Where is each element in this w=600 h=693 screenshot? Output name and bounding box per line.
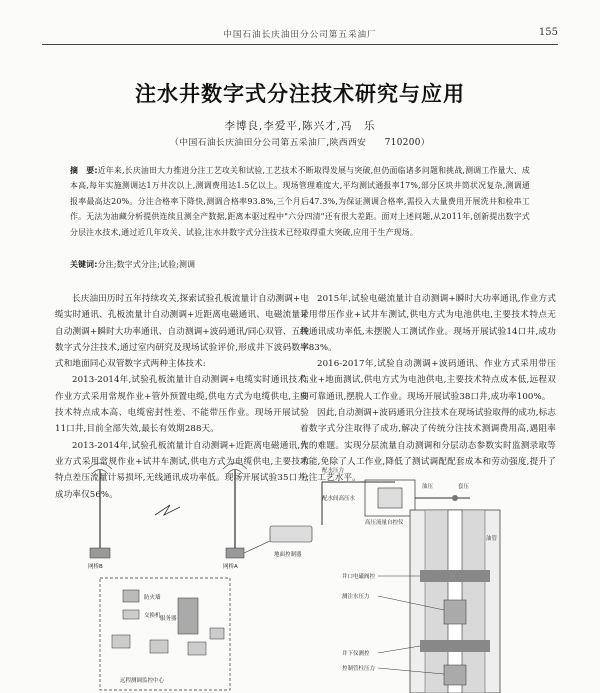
- running-head: [42, 28, 558, 42]
- pipe-label: 油管: [486, 536, 498, 542]
- system-diagram-svg: [60, 460, 560, 693]
- article-affiliation: （中国石油长庆油田分公司第五采油厂,陕西西安 710200）: [170, 138, 430, 148]
- keywords-label: 关键词:: [70, 260, 98, 269]
- downhole-cable-label: 控制管柱压力: [342, 666, 376, 672]
- workstation-icons: [112, 628, 224, 655]
- body-paragraph: 长庆油田历时五年持续攻关,探索试验孔板流量计自动测调+电缆实时通讯、孔板流量计自动测调+近距离电磁通讯、电磁流量计自动测调+瞬时大功率通讯、自动测调+波码通讯/同心双管、五种数字式分注技术,通过室内研究及现场试验评价,形成井下波码数字式和地面同心双管数字式两种主体技术:: [55, 294, 309, 370]
- wellhead-tool-label: 井口电磁阀控: [342, 574, 376, 580]
- ops-center-label: 远程测调监控中心: [120, 678, 165, 684]
- body-paragraph: 2013-2014年,试验孔板流量计自动测调+近距离电磁通讯,作业方式采用常规作业+试井车测试,供电方式为电缆供电,主要技术特点差压流量计易损坏,无线通讯成功率低。现场开展试验35口井,成功率仅56%。: [55, 440, 309, 500]
- article-title: 注水井数字式分注技术研究与应用: [135, 82, 465, 106]
- firewall-label: 防火墙: [144, 595, 161, 601]
- body-paragraph: 2015年,试验电磁流量计自动测调+瞬时大功率通讯,作业方式采用带压作业+试井车测试,供电方式为电池供电,主要技术特点无线通讯成功率低,未摆脱人工测试作业。现场开展试验14口井,成功率83%。: [300, 294, 556, 353]
- water-pressure-label: 配水压力: [322, 468, 345, 474]
- controller-link: [244, 540, 272, 553]
- firewall-icon: [123, 590, 139, 602]
- journal-name: 中国石油长庆油田分公司第五采油厂: [223, 30, 377, 40]
- seal-section-label: 测注水压力: [342, 594, 370, 600]
- network-b-antenna: [88, 463, 112, 558]
- body-paragraph: 因此,自动测调+波码通讯分注技术在现场试验取得的成功,标志着数字式分注取得了成功,解决了传统分注技术测调费用高,遇阻率大的难题。实现分层流量自动测调和分层动态参数实时监测录取等功能,免除了人工作业,降低了测试调配配套成本和劳动强度,提升了分注工艺水平。: [300, 408, 557, 484]
- network-a-label: 网桥A: [223, 564, 238, 570]
- surface-controller-box: [270, 526, 312, 542]
- switch-icon: [123, 610, 139, 619]
- article-authors: 李博良,李爱平,陈兴才,冯 乐: [224, 120, 376, 132]
- body-column-right: [300, 291, 556, 487]
- page-number: 155: [538, 27, 558, 38]
- oil-pressure-label: 油压: [422, 484, 434, 490]
- server-label: 服务器: [160, 616, 177, 622]
- abstract-label: 摘 要:: [70, 166, 98, 175]
- body-paragraph: 2016-2017年,试验自动测调+波码通讯、作业方式采用带压作业+地面测试,供电方式为电池供电,主要技术特点成本低,远程双向可靠通讯,摆脱人工作业。现场开展试验38口井,成功率100%。: [300, 359, 556, 402]
- casing-pressure-label: 套压: [458, 484, 470, 490]
- downhole-controller-label: 井下仪测控: [342, 651, 370, 657]
- well-pressure-label: 配水间高压水: [322, 496, 356, 502]
- server-icon: [178, 598, 198, 634]
- keywords-text: 分注;数字式分注;试验;测调: [97, 260, 196, 269]
- abstract-text: 近年来,长庆油田大力推进分注工艺攻关和试验,工艺技术不断取得发展与突破,但仍面临诸多问题和挑战,测调工作量大、成本高,每年实施测调达1万井次以上,测调费用达1.5亿以上。现场管理难度大,平均测试通报率17%,部分区块井筒状况复杂,测调通报率最高达20%。分注合格率下降快,测调合格率93.8%,三个月后47.3%,为保证测调合格率,需投入大量费用开展洗井和检串工作。无法为油藏分析提供连续且测全产数据,距离本驱过程中"六分四清"还有很大差距。面对上述问题,从2011年,创新提出数字式分层注水技术,通过近几年攻关、试验,注水井数字式分注技术已经取得重大突破,应用于生产现场。: [70, 166, 530, 237]
- switch-label: 交换机: [144, 613, 161, 619]
- abstract: [70, 163, 530, 240]
- high-pressure-control-label: 高压流量自控仪: [365, 520, 404, 526]
- system-diagram: [60, 460, 560, 693]
- network-a-antenna: [223, 463, 247, 558]
- network-b-label: 网桥B: [88, 564, 103, 570]
- surface-controller-label: 地面控制器: [274, 552, 302, 558]
- keywords: [70, 259, 530, 270]
- header-rule: [42, 44, 558, 45]
- body-paragraph: 2013-2014年,试验孔板流量计自动测调+电缆实时通讯技术,作业方式采用常规作业+管外预置电缆,供电方式为电缆供电,主要技术特点成本高、电缆密封性差、不能带压作业。现场开展试验11口井,目前全部失效,最长有效期288天。: [55, 375, 309, 435]
- wireless-link: [155, 505, 180, 515]
